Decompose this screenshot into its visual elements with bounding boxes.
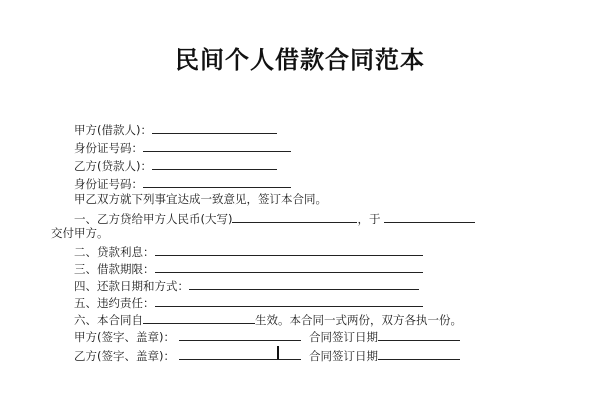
- sign-a-label: 甲方(签字、盖章)：: [74, 330, 175, 344]
- party-b-blank[interactable]: [152, 157, 277, 170]
- party-b-line: [74, 157, 277, 173]
- sign-b-blank[interactable]: [179, 347, 301, 360]
- clause-5-line: [74, 294, 423, 310]
- clause-2-label: 二、贷款利息：: [74, 245, 155, 259]
- party-a-blank[interactable]: [152, 121, 277, 134]
- clause-6-line: [74, 311, 462, 327]
- clause-2-line: [74, 243, 423, 259]
- clause-4-line: [74, 277, 419, 293]
- clause-5-label: 五、违约责任：: [74, 296, 155, 310]
- party-b-label: 乙方(贷款人)：: [74, 159, 152, 173]
- clause-6-suffix: 生效。本合同一式两份，双方各执一份。: [255, 313, 462, 327]
- party-b-id-blank[interactable]: [143, 175, 291, 188]
- party-b-id-line: [74, 175, 291, 191]
- text-cursor-icon: [277, 346, 279, 359]
- party-a-id-label: 身份证号码：: [74, 141, 143, 155]
- party-a-id-blank[interactable]: [143, 139, 291, 152]
- term-blank[interactable]: [155, 260, 423, 273]
- agreement-text: 甲乙双方就下列事宜达成一致意见，签订本合同。: [74, 192, 327, 206]
- clause-1-mid: ，于: [357, 212, 381, 226]
- interest-blank[interactable]: [155, 243, 423, 256]
- sign-b-date-blank[interactable]: [378, 347, 460, 360]
- sign-b-line: [74, 347, 460, 363]
- loan-amount-blank[interactable]: [232, 210, 357, 223]
- sign-a-blank[interactable]: [179, 328, 301, 341]
- clause-3-label: 三、借款期限：: [74, 262, 155, 276]
- delivery-date-blank[interactable]: [384, 210, 475, 223]
- sign-b-label: 乙方(签字、盖章)：: [74, 349, 175, 363]
- clause-4-label: 四、还款日期和方式：: [74, 279, 189, 293]
- clause-1-tail: 交付甲方。: [51, 226, 109, 240]
- party-a-id-line: [74, 139, 291, 155]
- clause-1-prefix: 一、乙方贷给甲方人民币(大写): [74, 212, 233, 226]
- sign-b-date-label: 合同签订日期: [308, 349, 378, 363]
- sign-a-date-blank[interactable]: [378, 328, 460, 341]
- party-b-id-label: 身份证号码：: [74, 177, 143, 191]
- document-title: 民间个人借款合同范本: [175, 45, 425, 74]
- sign-a-date-label: 合同签订日期: [308, 330, 378, 344]
- clause-1-tail-line: [51, 226, 109, 240]
- liability-blank[interactable]: [155, 294, 423, 307]
- effective-date-blank[interactable]: [143, 311, 255, 324]
- clause-6-prefix: 六、本合同自: [74, 313, 143, 327]
- party-a-label: 甲方(借款人)：: [74, 123, 152, 137]
- sign-a-line: [74, 328, 460, 344]
- party-a-line: [74, 121, 277, 137]
- clause-3-line: [74, 260, 423, 276]
- repayment-blank[interactable]: [189, 277, 419, 290]
- clause-1-line: [74, 210, 475, 226]
- agreement-text-line: [74, 192, 327, 206]
